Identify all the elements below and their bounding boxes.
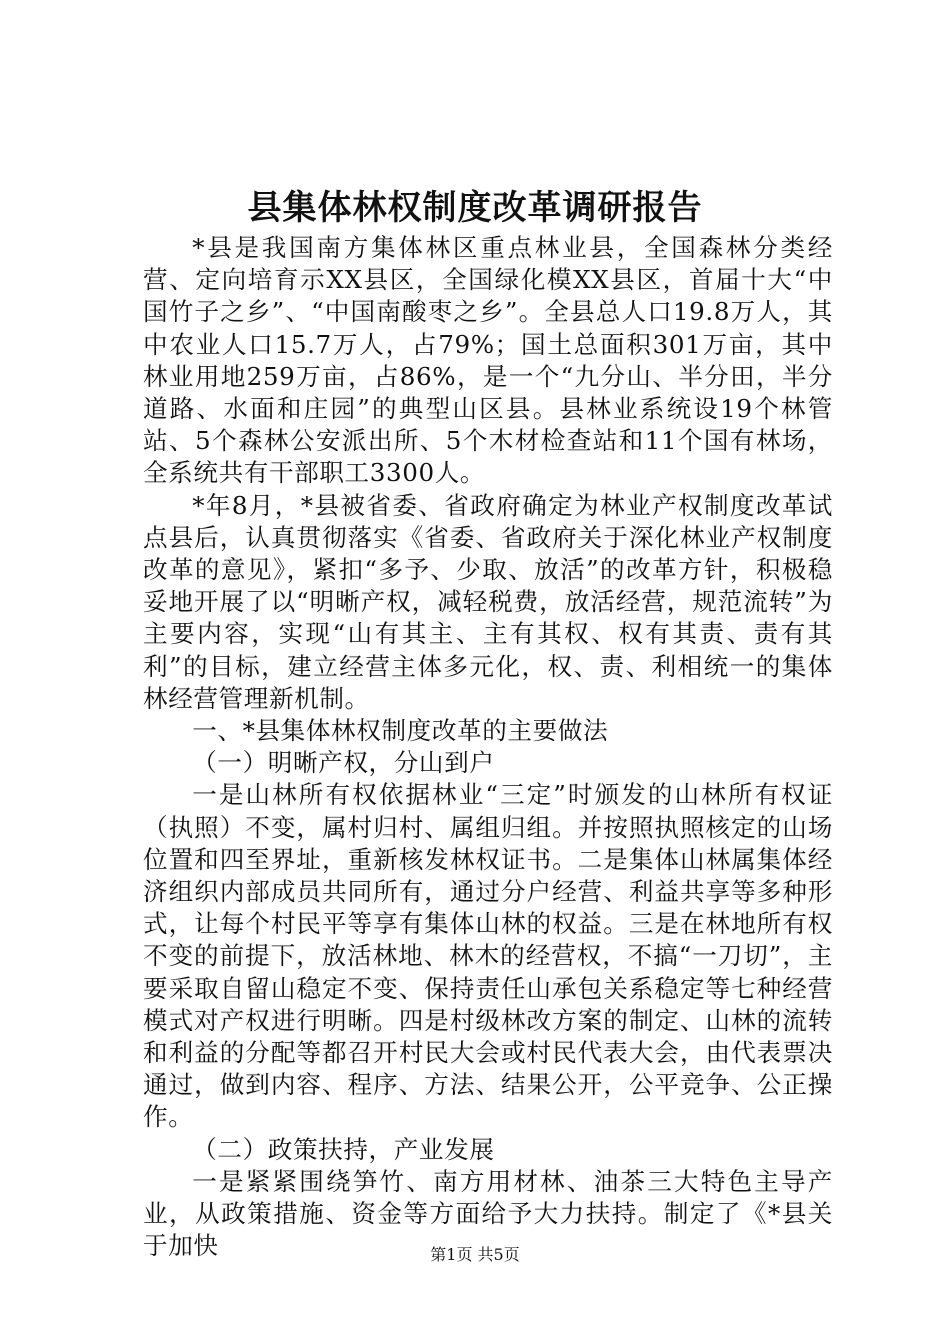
section-heading-main-practices: 一、*县集体林权制度改革的主要做法 <box>192 716 609 746</box>
paragraph-policy-support: 一是紧紧围绕笋竹、南方用材林、油茶三大特色主导产业，从政策措施、资金等方面给予大力扶持。制定了《*县关于加快 <box>143 1166 833 1261</box>
paragraph-pilot-background: *年8月，*县被省委、省政府确定为林业产权制度改革试点县后，认真贯彻落实《省委、省政府关于深化林业产权制度改革的意见》，紧扣“多予、少取、放活”的改革方针，积极稳妥地开展了以“明晰产权，减轻税费，放活经营，规范流转”为主要内容，实现“山有其主、主有其权、权有其责、责有其利”的目标，建立经营主体多元化，权、责、利相统一的集体林经营管理新机制。 <box>143 490 833 713</box>
paragraph-overview: *县是我国南方集体林区重点林业县，全国森林分类经营、定向培育示XX县区，全国绿化模XX县区，首届十大“中国竹子之乡”、“中国南酸枣之乡”。全县总人口19.8万人，其中农业人口15.7万人，占79%；国土总面积301万亩，其中林业用地259万亩，占86%，是一个“九分山、半分田，半分道路、水面和庄园”的典型山区县。县林业系统设19个林管站、5个森林公安派出所、5个木材检查站和11个国有林场，全系统共有干部职工3300人。 <box>143 233 833 488</box>
subsection-heading-policy-support: （二）政策扶持，产业发展 <box>192 1134 495 1164</box>
subsection-heading-clarify-rights: （一）明晰产权，分山到户 <box>192 748 495 778</box>
page-footer: 第1页 共5页 <box>430 1245 520 1264</box>
document-title: 县集体林权制度改革调研报告 <box>247 188 703 228</box>
document-body <box>143 232 833 1263</box>
paragraph-clarify-rights: 一是山林所有权依据林业“三定”时颁发的山林所有权证（执照）不变，属村归村、属组归组。并按照执照核定的山场位置和四至界址，重新核发林权证书。二是集体山林属集体经济组织内部成员共同所有，通过分户经营、利益共享等多种形式，让每个村民平等享有集体山林的权益。三是在林地所有权不变的前提下，放活林地、林木的经营权，不搞“一刀切”，主要采取自留山稳定不变、保持责任山承包关系稳定等七种经营模式对产权进行明晰。四是村级林改方案的制定、山林的流转和利益的分配等都召开村民大会或村民代表大会，由代表票决通过，做到内容、程序、方法、结果公开，公平竞争、公正操作。 <box>143 780 833 1132</box>
